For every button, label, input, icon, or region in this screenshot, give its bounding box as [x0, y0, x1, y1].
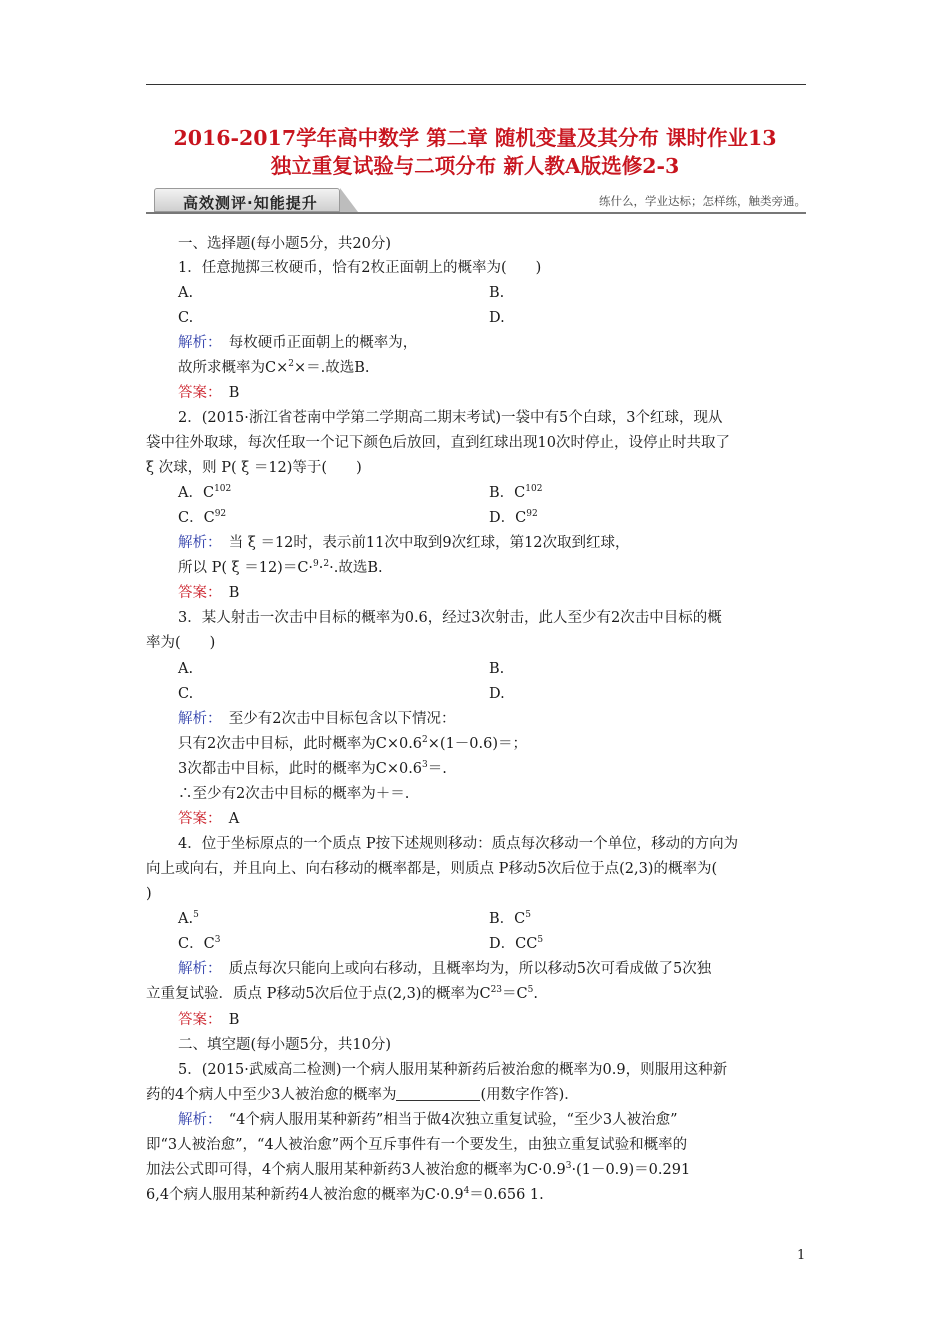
doc-title-line1: 2016-2017学年高中数学 第二章 随机变量及其分布 课时作业13: [173, 126, 777, 150]
q5-stem-line1: 5．(2015·武威高二检测)一个病人服用某种新药后被治愈的概率为0.9，则服用这种新: [178, 1062, 728, 1078]
banner-label: 高效测评·知能提升: [183, 194, 318, 212]
q2-stem-line2: 袋中往外取球，每次任取一个记下颜色后放回，直到红球出现10次时停止，设停止时共取了: [146, 435, 730, 451]
q3-option-b: B.: [489, 661, 505, 677]
q5-analysis-line2: 即“3人被治愈”，“4人被治愈”两个互斥事件有一个要发生，由独立重复试验和概率的: [146, 1137, 688, 1153]
q4-option-b: B．$C^5$: [489, 910, 531, 927]
q1-stem: 1．任意抛掷三枚硬币，恰有2枚正面朝上的概率为( ): [178, 260, 542, 276]
doc-title-line2: 独立重复试验与二项分布 新人教A版选修2-3: [270, 154, 680, 178]
q3-stem-line1: 3．某人射击一次击中目标的概率为0.6，经过3次射击，此人至少有2次击中目标的概: [178, 610, 722, 626]
section1-header: 一、选择题(每小题5分，共20分): [178, 236, 391, 252]
q2-option-c: C．$C^{92}$: [178, 509, 227, 526]
answer-label: 答案：: [178, 385, 215, 401]
q4-stem-line2: 向上或向右，并且向上、向右移动的概率都是，则质点 P移动5次后位于点(2,3)的概率为(: [146, 861, 718, 877]
banner-motto: 练什么，学业达标；怎样练，触类旁通。: [599, 194, 806, 208]
banner-tab: [154, 188, 340, 212]
answer-blank[interactable]: [396, 1086, 480, 1101]
analysis-label: 解析：: [178, 335, 215, 351]
q4-answer: 答案： B: [178, 1012, 240, 1028]
section-banner: [146, 186, 806, 214]
q5-stem-line2: 药的4个病人中至少3人被治愈的概率为 (用数字作答)．: [146, 1087, 579, 1103]
q2-option-d: D．$C^{92}$: [489, 509, 538, 526]
q2-analysis: 解析： 当 ξ ＝12时，表示前11次中取到9次红球，第12次取到红球，: [178, 535, 630, 551]
q5-analysis: 解析： “4个病人服用某种新药”相当于做4次独立重复试验，“至少3人被治愈”: [178, 1112, 678, 1128]
q3-option-c: C.: [178, 686, 194, 702]
q2-analysis-line2: 所以 P( ξ ＝12)＝C·$^9$·$^2$·.故选B.: [178, 559, 383, 576]
q3-analysis-line4: ∴至少有2次击中目标的概率为＋＝.: [178, 786, 410, 802]
q4-analysis: 解析： 质点每次只能向上或向右移动，且概率均为，所以移动5次可看成做了5次独: [178, 961, 712, 977]
q4-option-d: D．$CC^5$: [489, 935, 544, 952]
page-number: 1: [797, 1248, 806, 1263]
q2-option-a: A．$C^{102}$: [178, 484, 232, 501]
q5-analysis-line4: 6,4个病人服用某种新药4人被治愈的概率为$C\cdot 0.9^4=0.656$ 1.: [146, 1186, 544, 1203]
q3-option-d: D.: [489, 686, 505, 702]
q1-analysis-line2: 故所求概率为C×$^2$×＝.故选B.: [178, 359, 370, 376]
q2-stem-line3: ξ 次球，则 P( ξ ＝12)等于( ): [146, 460, 362, 476]
q4-analysis-line2: 立重复试验．质点 P移动5次后位于点(2,3)的概率为$C^{23}=C^5$.: [146, 985, 538, 1002]
q1-option-b: B.: [489, 285, 505, 301]
banner-underline: [146, 212, 806, 214]
section2-header: 二、填空题(每小题5分，共10分): [178, 1037, 391, 1053]
q4-option-a: A.$^5$: [178, 910, 199, 927]
q3-answer: 答案： A: [178, 811, 240, 827]
q5-analysis-line3: 加法公式即可得，4个病人服用某种新药3人被治愈的概率为$C\cdot 0.9^3\cdot(1-0.9)=0.291$: [146, 1161, 691, 1178]
header-rule: [146, 84, 806, 85]
q1-option-a: A.: [178, 285, 194, 301]
q1-option-d: D.: [489, 310, 505, 326]
q3-analysis-line3: 3次都击中目标，此时的概率为$C\times 0.6^3=$.: [178, 760, 447, 777]
q4-stem-line1: 4．位于坐标原点的一个质点 P按下述规则移动：质点每次移动一个单位，移动的方向为: [178, 836, 739, 852]
q1-option-c: C.: [178, 310, 194, 326]
banner-slope: [340, 188, 358, 212]
q4-stem-line3: ): [146, 886, 152, 902]
q2-option-b: B．$C^{102}$: [489, 484, 543, 501]
q2-stem-line1: 2．(2015·浙江省苍南中学第二学期高二期末考试)一袋中有5个白球，3个红球，现从: [178, 410, 723, 426]
q2-answer: 答案： B: [178, 585, 240, 601]
q3-stem-line2: 率为( ): [146, 635, 216, 651]
q3-analysis: 解析： 至少有2次击中目标包含以下情况：: [178, 711, 456, 727]
q3-option-a: A.: [178, 661, 194, 677]
q4-option-c: C．$C^3$: [178, 935, 221, 952]
q1-answer: 答案： B: [178, 385, 240, 401]
q1-analysis: 解析： 每枚硬币正面朝上的概率为，: [178, 335, 418, 351]
q3-analysis-line2: 只有2次击中目标，此时概率为$C\times 0.6^2\times(1-0.6)=$；: [178, 735, 528, 752]
